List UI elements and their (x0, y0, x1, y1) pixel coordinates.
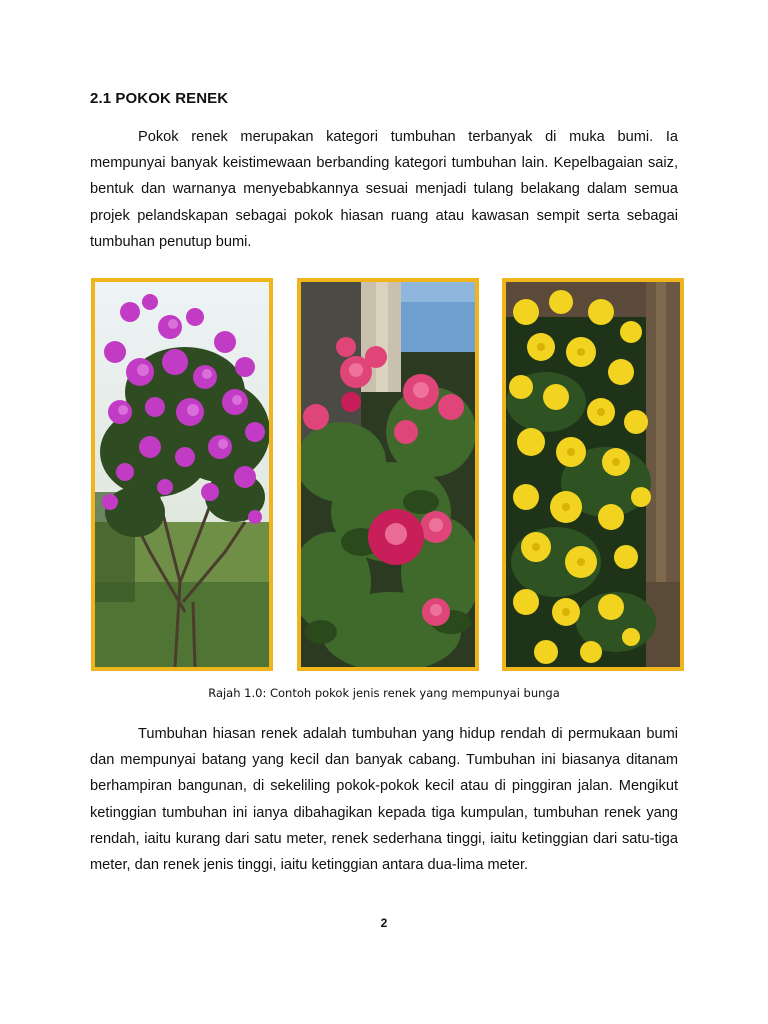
section-heading: 2.1 POKOK RENEK (90, 90, 229, 107)
rose-photo (297, 278, 479, 671)
intro-paragraph (90, 124, 678, 255)
body-paragraph (90, 721, 678, 878)
chrysanthemum-photo (502, 278, 684, 671)
figure-caption: Rajah 1.0: Contoh pokok jenis renek yang mempunyai bunga (208, 686, 560, 700)
body-paragraph-text: Tumbuhan hiasan renek adalah tumbuhan yang hidup rendah di permukaan bumi dan mempunyai batang yang kecil dan banyak cabang. Tumbuhan ini biasanya ditanam berhampiran bangunan, di sekeliling pokok-pokok kecil atau di pinggiran jalan. Mengikut ketinggian tumbuhan ini ianya dibahagikan kepada tiga kumpulan, tumbuhan renek yang rendah, iaitu kurang dari satu meter, renek sederhana tinggi, iaitu ketinggian dari satu-tiga meter, dan renek jenis tinggi, iaitu ketinggian antara dua-lima meter. (90, 726, 678, 874)
page-number: 2 (380, 916, 388, 930)
intro-paragraph-text: Pokok renek merupakan kategori tumbuhan terbanyak di muka bumi. Ia mempunyai banyak keistimewaan berbanding kategori tumbuhan lain. Kepelbagaian saiz, bentuk dan warnanya menyebabkannya sesuai menjadi tulang belakang dalam semua projek pelandskapan sebagai pokok hiasan ruang atau kawasan sempit serta sebagai tumbuhan penutup bumi. (90, 129, 678, 250)
bougainvillea-photo (91, 278, 273, 671)
